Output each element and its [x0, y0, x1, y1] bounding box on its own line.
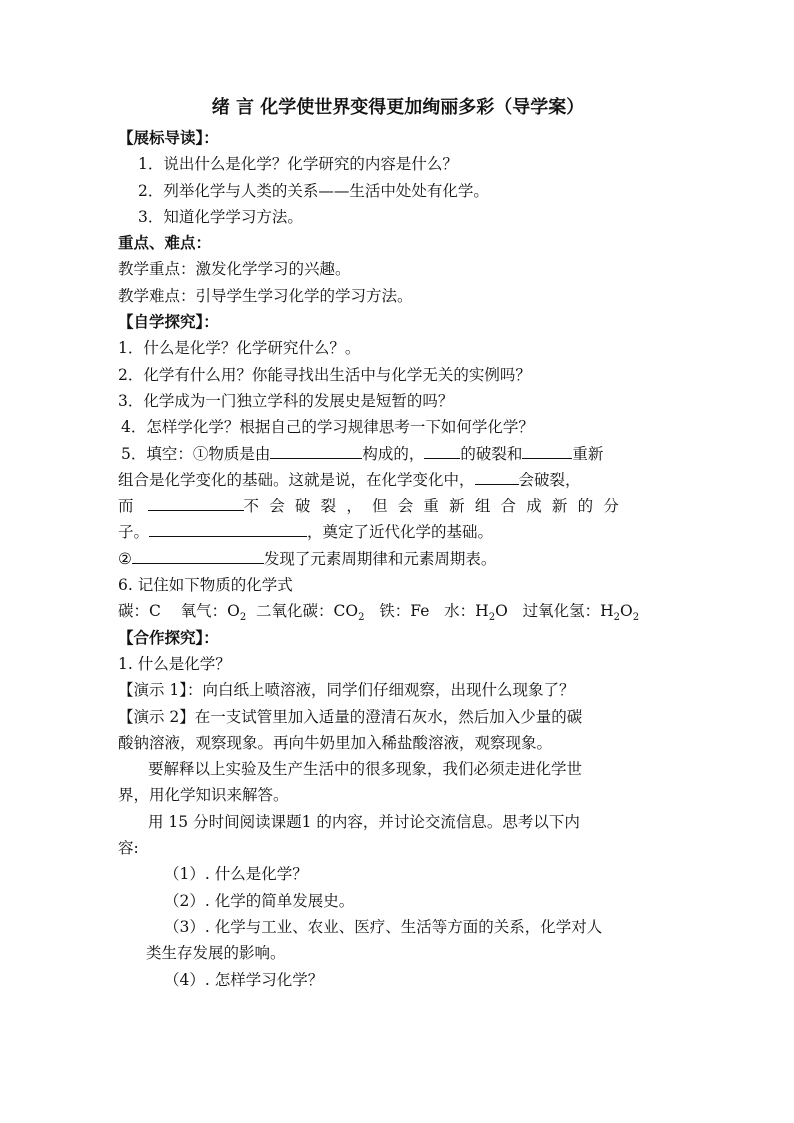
self-study-item: 2．化学有什么用？你能寻找出生活中与化学无关的实例吗？ — [118, 365, 531, 384]
blank-field[interactable] — [475, 467, 519, 485]
self-study-heading: 【自学探究】： — [118, 312, 219, 332]
blank-field[interactable] — [132, 546, 264, 564]
think-item: （4）. 怎样学习化学？ — [164, 970, 324, 989]
demo-1 — [118, 677, 678, 703]
fill-blank-line-3 — [118, 493, 678, 519]
fill-text: 而 — [118, 497, 134, 516]
guide-item: 2．列举化学与人类的关系——生活中处处有化学。 — [138, 181, 489, 200]
demo-label: 【演示 2】 — [118, 707, 195, 726]
fill-text: 重新 — [572, 444, 604, 463]
fill-text: 组合是化学变化的基础。这就是说，在化学变化中， — [118, 470, 475, 489]
fill-text: 5．填空：①物质是由 — [121, 444, 271, 463]
paragraph: 要解释以上实验及生产生活中的很多现象，我们必须走进化学世 — [148, 760, 583, 779]
worksheet-page — [118, 95, 678, 993]
blank-field[interactable] — [270, 441, 362, 459]
blank-field[interactable] — [522, 441, 572, 459]
formula-oxygen: 氧气：$O_2$ — [180, 602, 247, 624]
fill-text: 的破裂和 — [460, 444, 523, 463]
fill-blank-line-5 — [118, 546, 678, 572]
guide-item: 3．知道化学学习方法。 — [138, 207, 303, 226]
page-title: 绪 言 化学使世界变得更加绚丽多彩（导学案） — [211, 97, 585, 118]
think-item-cont: 类生存发展的影响。 — [146, 944, 286, 963]
demo-text: ：向白纸上喷溶液，同学们仔细观察，出现什么现象了？ — [187, 681, 575, 700]
self-study-item: 3．化学成为一门独立学科的发展史是短暂的吗？ — [118, 391, 454, 410]
formula-water: 水：$H_2O$ — [444, 602, 508, 624]
cooperative-heading: 【合作探究】： — [118, 627, 219, 647]
difficult-point: 教学难点：引导学生学习化学的学习方法。 — [118, 286, 413, 305]
guide-item: 1．说出什么是化学？化学研究的内容是什么？ — [138, 155, 458, 174]
demo-label: 【演示 1】 — [118, 681, 188, 700]
demo-2 — [118, 704, 678, 730]
think-item: （2）. 化学的简单发展史。 — [164, 891, 355, 910]
blank-field[interactable] — [148, 493, 244, 511]
paragraph: 用 15 分时间阅读课题1 的内容，并讨论交流信息。思考以下内 — [148, 812, 580, 831]
fill-text: 子。 — [118, 523, 150, 542]
think-item: （1）. 什么是化学？ — [164, 865, 308, 884]
think-item: （3）. 化学与工业、农业、医疗、生活等方面的关系，化学对人 — [164, 917, 603, 936]
formula-carbon: 碳：C — [118, 602, 161, 621]
blank-field[interactable] — [424, 441, 460, 459]
key-heading: 重点、难点： — [118, 233, 212, 253]
formula-iron: 铁：Fe — [379, 602, 430, 621]
fill-blank-line-1 — [118, 441, 678, 467]
fill-blank-line-4 — [118, 519, 678, 545]
self-study-item: 1．什么是化学？化学研究什么？。 — [118, 339, 361, 358]
fill-text: 会破裂， — [518, 470, 581, 489]
formula-list — [118, 598, 678, 624]
paragraph: 界，用化学知识来解答。 — [118, 786, 289, 805]
demo-2-cont: 酸钠溶液，观察现象。再向牛奶里加入稀盐酸溶液，观察现象。 — [118, 733, 553, 752]
fill-text: ② — [118, 549, 132, 568]
formula-heading: 6. 记住如下物质的化学式 — [118, 576, 293, 595]
fill-text: 不会破裂，但会重新组合成新的分 — [243, 497, 630, 516]
self-study-item: 4．怎样学化学？根据自己的学习规律思考一下如何学化学？ — [121, 418, 534, 437]
fill-text: ，奠定了近代化学的基础。 — [307, 523, 494, 542]
demo-text: 在一支试管里加入适量的澄清石灰水，然后加入少量的碳 — [194, 707, 583, 726]
key-point: 教学重点：激发化学学习的兴趣。 — [118, 260, 351, 279]
formula-co2: 二氧化碳：$CO_2$ — [256, 602, 365, 624]
cooperative-question: 1. 什么是化学？ — [118, 654, 231, 673]
guide-heading: 【展标导读】： — [118, 128, 219, 147]
paragraph: 容: — [118, 839, 139, 858]
fill-text: 发现了元素周期律和元素周期表。 — [263, 549, 497, 568]
formula-h2o2: 过氧化氢：$H_2O_2$ — [522, 602, 640, 624]
fill-blank-line-2 — [118, 467, 678, 493]
blank-field[interactable] — [149, 519, 307, 537]
fill-text: 构成的， — [362, 444, 425, 463]
